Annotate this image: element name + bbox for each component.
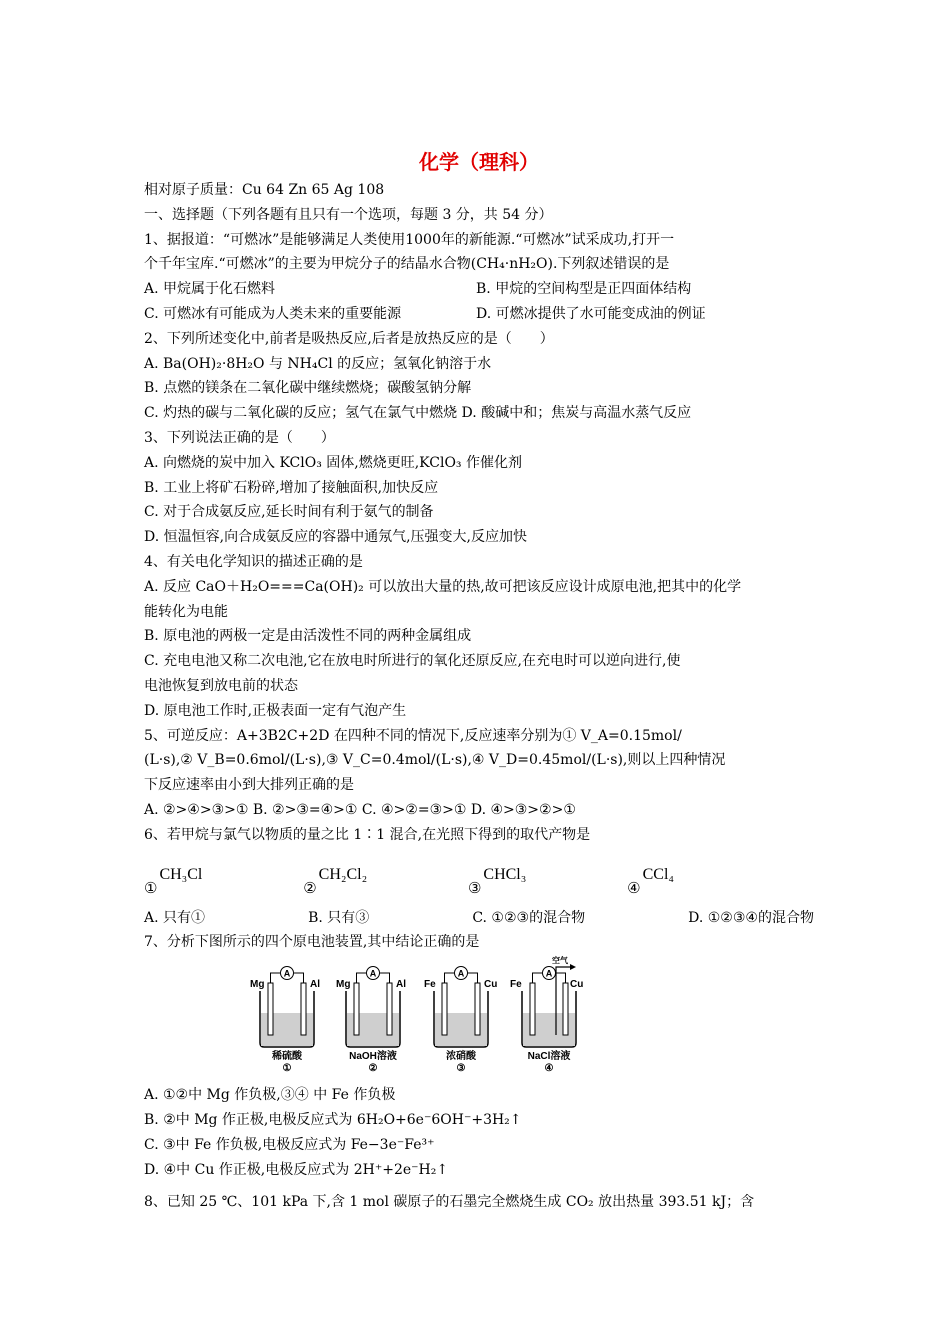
solution-label: NaCl溶液 xyxy=(527,1051,571,1063)
q6-formula-number: ③ xyxy=(467,880,482,897)
q2-stem: 2、下列所述变化中,前者是吸热反应,后者是放热反应的是（ ） xyxy=(144,330,554,347)
q6-formula-1 xyxy=(144,850,202,898)
q3-option-b: B. 工业上将矿石粉碎,增加了接触面积,加快反应 xyxy=(144,479,439,496)
electrode-left: Fe xyxy=(510,979,522,991)
q1-options-row2 xyxy=(144,302,814,327)
q6-formula-row xyxy=(144,850,674,898)
q1-option-c: C. 可燃冰有可能成为人类未来的重要能源 xyxy=(144,305,402,322)
q1-stem-line2: 个千年宝库.“可燃冰”的主要为甲烷分子的结晶水合物(CH₄·nH₂O).下列叙述错误的是 xyxy=(144,256,670,273)
q4-option-c-line1: C. 充电电池又称二次电池,它在放电时所进行的氧化还原反应,在充电时可以逆向进行,使 xyxy=(144,653,681,670)
cell-2 xyxy=(336,967,406,1075)
q7-stem: 7、分析下图所示的四个原电池装置,其中结论正确的是 xyxy=(144,934,480,951)
q1-option-a: A. 甲烷属于化石燃料 xyxy=(144,281,276,298)
q6-option-c: C. ①②③的混合物 xyxy=(472,909,586,926)
exam-page xyxy=(144,148,814,1215)
q4-option-b: B. 原电池的两极一定是由活泼性不同的两种金属组成 xyxy=(144,628,472,645)
q4-option-a-line2: 能转化为电能 xyxy=(144,603,228,620)
q1-stem-line1: 1、据报道：“可燃冰”是能够满足人类使用1000年的新能源.“可燃冰”试采成功,打开一 xyxy=(144,231,675,248)
q4-option-c-line2: 电池恢复到放电前的状态 xyxy=(144,677,298,694)
electrode-left: Mg xyxy=(250,979,265,991)
q6-option-d: D. ①②③④的混合物 xyxy=(688,909,814,926)
electrode-left: Fe xyxy=(424,979,436,991)
cell-3 xyxy=(424,967,497,1075)
q6-formula-text: CHCl₃ xyxy=(483,865,527,883)
electrode-left: Mg xyxy=(336,979,351,991)
q7-option-a: A. ①②中 Mg 作负极,③④ 中 Fe 作负极 xyxy=(144,1087,396,1104)
q4-option-d: D. 原电池工作时,正极表面一定有气泡产生 xyxy=(144,702,407,719)
ammeter-label: A xyxy=(457,968,465,979)
ammeter-label: A xyxy=(283,968,291,979)
q5-stem-line3: 下反应速率由小到大排列正确的是 xyxy=(144,777,354,794)
electrode-right: Cu xyxy=(570,979,584,991)
galvanic-cells-diagram xyxy=(246,956,584,1075)
cell-number: ① xyxy=(282,1063,292,1075)
q6-formula-4 xyxy=(627,850,674,898)
q1-options-row1 xyxy=(144,277,814,302)
electrode-right: Cu xyxy=(484,979,498,991)
electrode-right: Al xyxy=(310,979,320,991)
q2-option-b: B. 点燃的镁条在二氧化碳中继续燃烧；碳酸氢钠分解 xyxy=(144,380,472,397)
cell-number: ④ xyxy=(544,1063,554,1075)
cell-1 xyxy=(250,967,320,1075)
q2-option-cd: C. 灼热的碳与二氧化碳的反应；氢气在氯气中燃烧 D. 酸碱中和；焦炭与高温水蒸气反应 xyxy=(144,405,692,422)
q3-stem: 3、下列说法正确的是（ ） xyxy=(144,429,335,446)
q6-formula-text: CCl₄ xyxy=(642,865,674,883)
q4-option-a-line1: A. 反应 CaO＋H₂O===Ca(OH)₂ 可以放出大量的热,故可把该反应设计成原电池,把其中的化学 xyxy=(144,578,742,595)
q7-option-b: B. ②中 Mg 作正极,电极反应式为 6H₂O+6e⁻6OH⁻+3H₂↑ xyxy=(144,1111,522,1128)
atomic-mass-line: 相对原子质量：Cu 64 Zn 65 Ag 108 xyxy=(144,182,385,198)
q1-option-d: D. 可燃冰提供了水可能变成油的例证 xyxy=(476,305,706,322)
q7-option-c: C. ③中 Fe 作负极,电极反应式为 Fe−3e⁻Fe³⁺ xyxy=(144,1136,435,1153)
q2-option-a: A. Ba(OH)₂·8H₂O 与 NH₄Cl 的反应；氢氧化钠溶于水 xyxy=(144,355,492,372)
q3-option-d: D. 恒温恒容,向合成氨反应的容器中通氖气,压强变大,反应加快 xyxy=(144,529,527,546)
cell-4 xyxy=(510,955,583,1074)
air-label: 空气 xyxy=(552,956,568,966)
ammeter-label: A xyxy=(545,968,553,979)
q6-option-b: B. 只有③ xyxy=(308,909,370,926)
q6-formula-number: ④ xyxy=(627,880,641,897)
page-title: 化学（理科） xyxy=(419,150,539,174)
q3-option-c: C. 对于合成氨反应,延长时间有利于氨气的制备 xyxy=(144,504,434,521)
q6-options xyxy=(144,906,814,931)
q1-option-b: B. 甲烷的空间构型是正四面体结构 xyxy=(476,281,692,298)
electrode-right: Al xyxy=(396,979,406,991)
q4-stem: 4、有关电化学知识的描述正确的是 xyxy=(144,553,363,570)
ammeter-label: A xyxy=(369,968,377,979)
q6-option-a: A. 只有① xyxy=(144,909,206,926)
q7-option-d: D. ④中 Cu 作正极,电极反应式为 2H⁺+2e⁻H₂↑ xyxy=(144,1161,449,1178)
q6-formula-3 xyxy=(468,850,526,898)
cell-number: ③ xyxy=(456,1063,466,1075)
q5-stem-line1: 5、可逆反应：A+3B2C+2D 在四种不同的情况下,反应速率分别为① V_A=0.15mol/ xyxy=(144,727,682,744)
q6-formula-2 xyxy=(303,850,367,898)
q6-formula-text: CH₂Cl₂ xyxy=(318,865,368,883)
q6-formula-number: ② xyxy=(303,880,317,897)
solution-label: 稀硫酸 xyxy=(272,1051,302,1063)
q6-formula-number: ① xyxy=(144,880,158,897)
q5-options: A. ②>④>③>① B. ②>③=④>① C. ④>②=③>① D. ④>③>②>① xyxy=(144,801,576,818)
solution-label: NaOH溶液 xyxy=(349,1051,397,1063)
section-heading: 一、选择题（下列各题有且只有一个选项，每题 3 分，共 54 分） xyxy=(144,206,553,223)
cell-number: ② xyxy=(368,1063,378,1075)
q3-option-a: A. 向燃烧的炭中加入 KClO₃ 固体,燃烧更旺,KClO₃ 作催化剂 xyxy=(144,454,522,471)
q5-stem-line2: (L·s),② V_B=0.6mol/(L·s),③ V_C=0.4mol/(L·s),④ V_D=0.45mol/(L·s),则以上四种情况 xyxy=(144,752,726,769)
q8-stem: 8、已知 25 ℃、101 kPa 下,含 1 mol 碳原子的石墨完全燃烧生成 CO₂ 放出热量 393.51 kJ；含 xyxy=(144,1194,755,1211)
q6-formula-text: CH₃Cl xyxy=(159,865,203,883)
q6-stem: 6、若甲烷与氯气以物质的量之比 1∶1 混合,在光照下得到的取代产物是 xyxy=(144,826,591,843)
solution-label: 浓硝酸 xyxy=(446,1051,476,1063)
